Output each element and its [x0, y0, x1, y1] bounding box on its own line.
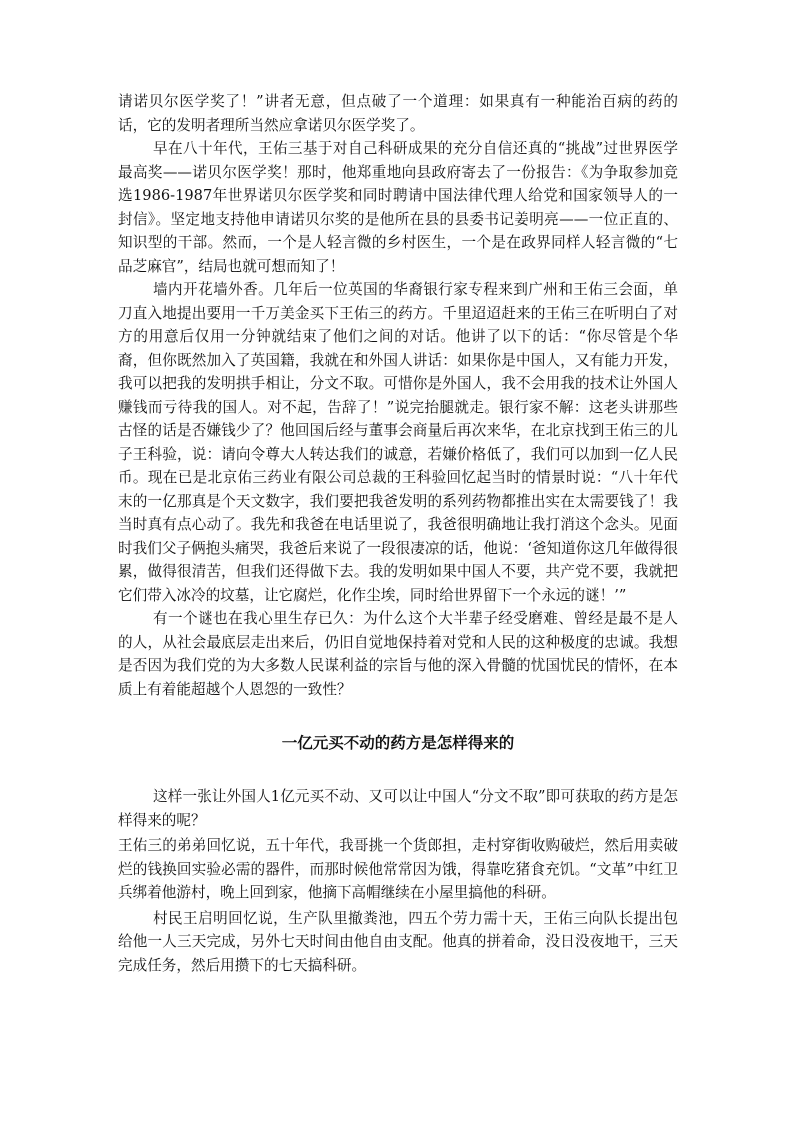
paragraph-question: 这样一张让外国人1亿元买不动、又可以让中国人“分文不取”即可获取的药方是怎样得来的呢？	[118, 788, 678, 829]
paragraph-villager-recollection: 村民王启明回忆说，生产队里撤粪池，四五个劳力需十天，王佑三向队长提出包给他一人三天完成，另外七天时间由他自由支配。他真的拼着命，没日没夜地干，三天完成任务，然后用攒下的七天搞科研。	[118, 909, 678, 974]
paragraph-brother-recollection: 王佑三的弟弟回忆说，五十年代，我哥挑一个货郎担，走村穿街收购破烂，然后用卖破烂的钱换回实验必需的器件，而那时候他常常因为饿，得靠吃猪食充饥。“文革”中红卫兵绑着他游村，晚上回到家，他摘下高帽继续在小屋里搞他的科研。	[118, 837, 678, 901]
paragraph-continuation: 请诺贝尔医学奖了！”讲者无意，但点破了一个道理：如果真有一种能治百病的药的话，它的发明者理所当然应拿诺贝尔医学奖了。	[118, 93, 678, 134]
document-page	[118, 90, 678, 977]
paragraph-banker-offer: 墙内开花墙外香。几年后一位英国的华裔银行家专程来到广州和王佑三会面，单刀直入地提出要用一千万美金买下王佑三的药方。千里迢迢赶来的王佑三在听明白了对方的用意后仅用一分钟就结束了他们之间的对话。他讲了以下的话：“你尽管是个华裔，但你既然加入了英国籍，我就在和外国人讲话：如果你是中国人，又有能力开发，我可以把我的发明拱手相让，分文不取。可惜你是外国人，我不会用我的技术让外国人赚钱而亏待我的国人。对不起，告辞了！”说完抬腿就走。银行家不解：这老头讲那些古怪的话是否嫌钱少了？他回国后经与董事会商量后再次来华，在北京找到王佑三的儿子王科验，说：请向令尊大人转达我们的诚意，若嫌价格低了，我们可以加到一亿人民币。现在已是北京佑三药业有限公司总裁的王科验回忆起当时的情景时说：“八十年代末的一亿那真是个天文数字，我们要把我爸发明的系列药物都推出实在太需要钱了！我当时真有点心动了。我先和我爸在电话里说了，我爸很明确地让我打消这个念头。见面时我们父子俩抱头痛哭，我爸后来说了一段很凄凉的话，他说：‘爸知道你这几年做得很累，做得很清苦，但我们还得做下去。我的发明如果中国人不要，共产党不要，我就把它们带入冰冷的坟墓，让它腐烂，化作尘埃，同时给世界留下一个永远的谜！’”	[118, 281, 678, 604]
section-heading: 一亿元买不动的药方是怎样得来的	[281, 734, 515, 752]
paragraph-nobel-challenge: 早在八十年代，王佑三基于对自己科研成果的充分自信还真的“挑战”过世界医学最高奖——诺贝尔医学奖！那时，他郑重地向县政府寄去了一份报告：《为争取参加竞选1986-1987年世界诺贝尔医学奖和同时聘请中国法律代理人给党和国家领导人的一封信》。坚定地支持他申请诺贝尔奖的是他所在县的县委书记姜明亮——一位正直的、知识型的干部。然而，一个是人轻言微的乡村医生，一个是在政界同样人轻言微的“七品芝麻官”，结局也就可想而知了！	[118, 140, 678, 275]
paragraph-loyalty-mystery: 有一个谜也在我心里生存已久：为什么这个大半辈子经受磨难、曾经是最不是人的人，从社会最底层走出来后，仍旧自觉地保持着对党和人民的这种极度的忠诚。我想是否因为我们党的为大多数人民谋利益的宗旨与他的深入骨髓的忧国忧民的情怀，在本质上有着能超越个人恩怨的一致性？	[118, 610, 678, 698]
